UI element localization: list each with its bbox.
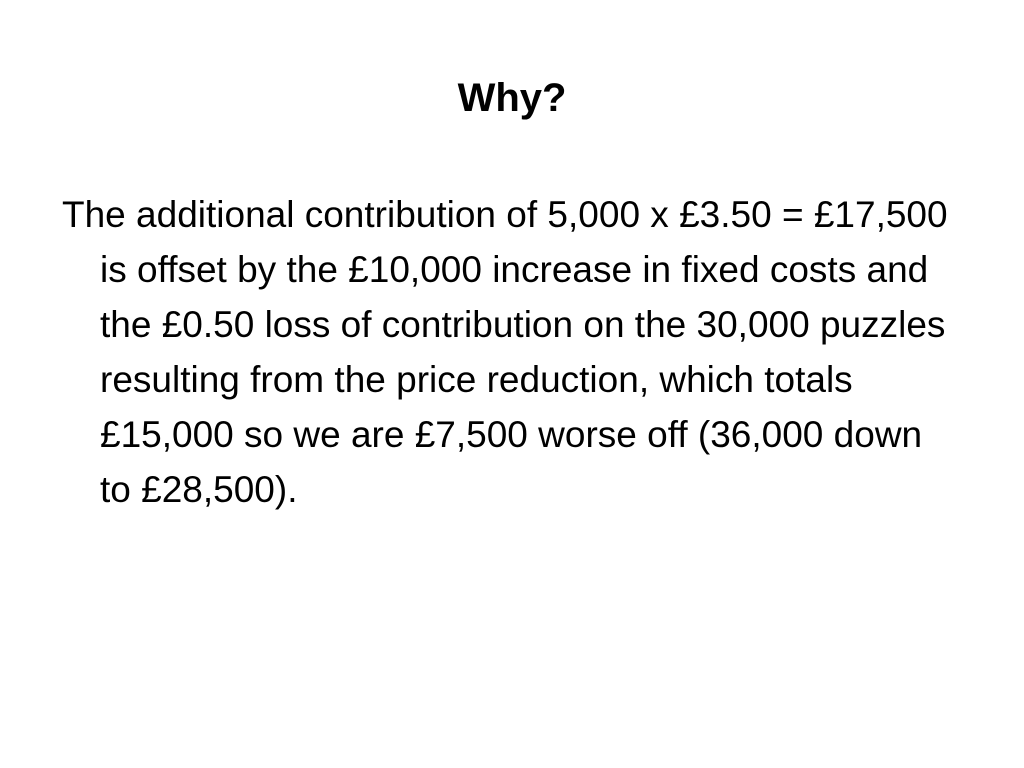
- body-paragraph: The additional contribution of 5,000 x £3.50 = £17,500 is offset by the £10,000 increase in fixed costs and the £0.50 loss of contribution on the 30,000 puzzles resulting from the price reduction, which totals £15,000 so we are £7,500 worse off (36,000 down to £28,500).: [62, 194, 948, 510]
- slide-body: [62, 187, 962, 517]
- slide-title: Why?: [457, 76, 567, 120]
